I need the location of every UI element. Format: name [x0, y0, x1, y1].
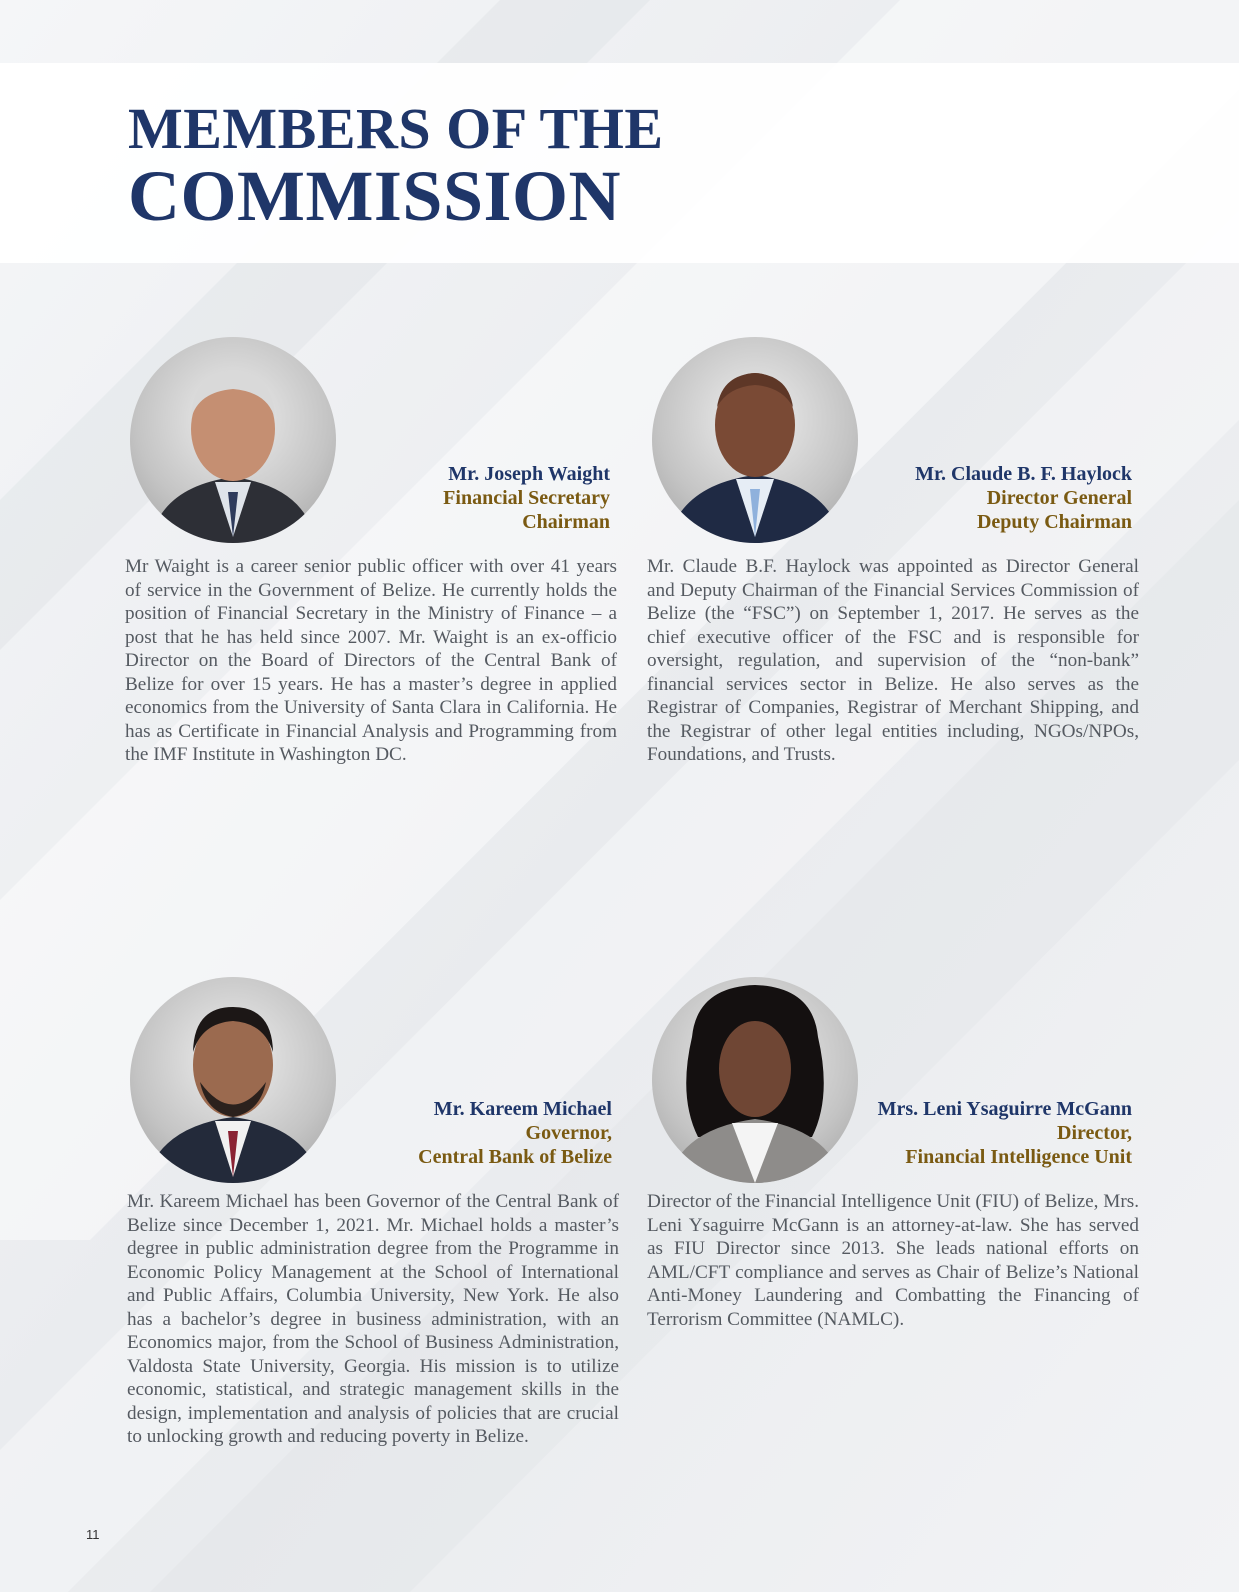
member-role: Chairman [522, 511, 610, 533]
member-name: Mr. Claude B. F. Haylock [915, 463, 1132, 485]
member-bio-claude-haylock: Mr. Claude B.F. Haylock was appointed as Director General and Deputy Chairman of the Financial Services Commission of Belize (the “FSC”) on September 1, 2017. He serves as the chief executive officer of the FSC and is responsible for oversight, regulation, and supervision of the “non-bank” financial services sector in Belize. He also serves as the Registrar of Companies, Registrar of Merchant Shipping, and the Registrar of other legal entities including, NGOs/NPOs, Foundations, and Trusts. [647, 556, 1139, 765]
member-name: Mr. Kareem Michael [433, 1098, 612, 1120]
member-name: Mr. Joseph Waight [448, 463, 610, 485]
member-role: Central Bank of Belize [418, 1146, 612, 1168]
member-caption-joseph-waight [150, 462, 610, 534]
member-caption-kareem-michael [152, 1097, 612, 1169]
member-caption-leni-ysaguirre-mcgann [672, 1097, 1132, 1169]
member-bio-leni-ysaguirre-mcgann: Director of the Financial Intelligence Unit (FIU) of Belize, Mrs. Leni Ysaguirre McGann is an attorney-at-law. She has served as FIU Director since 2013. She leads national efforts on AML/CFT compliance and serves as Chair of Belize’s National Anti-Money Laundering and Combatting the Financing of Terrorism Committee (NAMLC). [647, 1191, 1139, 1330]
member-role: Deputy Chairman [976, 511, 1132, 533]
member-role: Financial Intelligence Unit [905, 1146, 1132, 1168]
member-caption-claude-haylock [672, 462, 1132, 534]
member-role: Director General [986, 487, 1132, 509]
member-name: Mrs. Leni Ysaguirre McGann [877, 1098, 1132, 1120]
page-title-line2: COMMISSION [128, 156, 622, 236]
member-role: Financial Secretary [443, 487, 610, 509]
member-role: Director, [1057, 1122, 1132, 1144]
page-number: 11 [86, 1527, 100, 1542]
page-title-line1: MEMBERS OF THE [128, 96, 664, 161]
member-role: Governor, [525, 1122, 612, 1144]
member-bio-joseph-waight: Mr Waight is a career senior public officer with over 41 years of service in the Government of Belize. He currently holds the position of Financial Secretary in the Ministry of Finance – a post that he has held since 2007. Mr. Waight is an ex-officio Director on the Board of Directors of the Central Bank of Belize for over 15 years. He has a master’s degree in applied economics from the University of Santa Clara in California. He has as Certificate in Financial Analysis and Programming from the IMF Institute in Washington DC. [125, 556, 617, 765]
member-bio-kareem-michael: Mr. Kareem Michael has been Governor of the Central Bank of Belize since December 1, 2021. Mr. Michael holds a master’s degree in public administration degree from the Programme in Economic Policy Management at the School of International and Public Affairs, Columbia University, New York. He also has a bachelor’s degree in business administration, with an Economics major, from the School of Business Administration, Valdosta State University, Georgia. His mission is to utilize economic, statistical, and strategic management skills in the design, implementation and analysis of policies that are crucial to unlocking growth and reducing poverty in Belize. [127, 1191, 619, 1447]
